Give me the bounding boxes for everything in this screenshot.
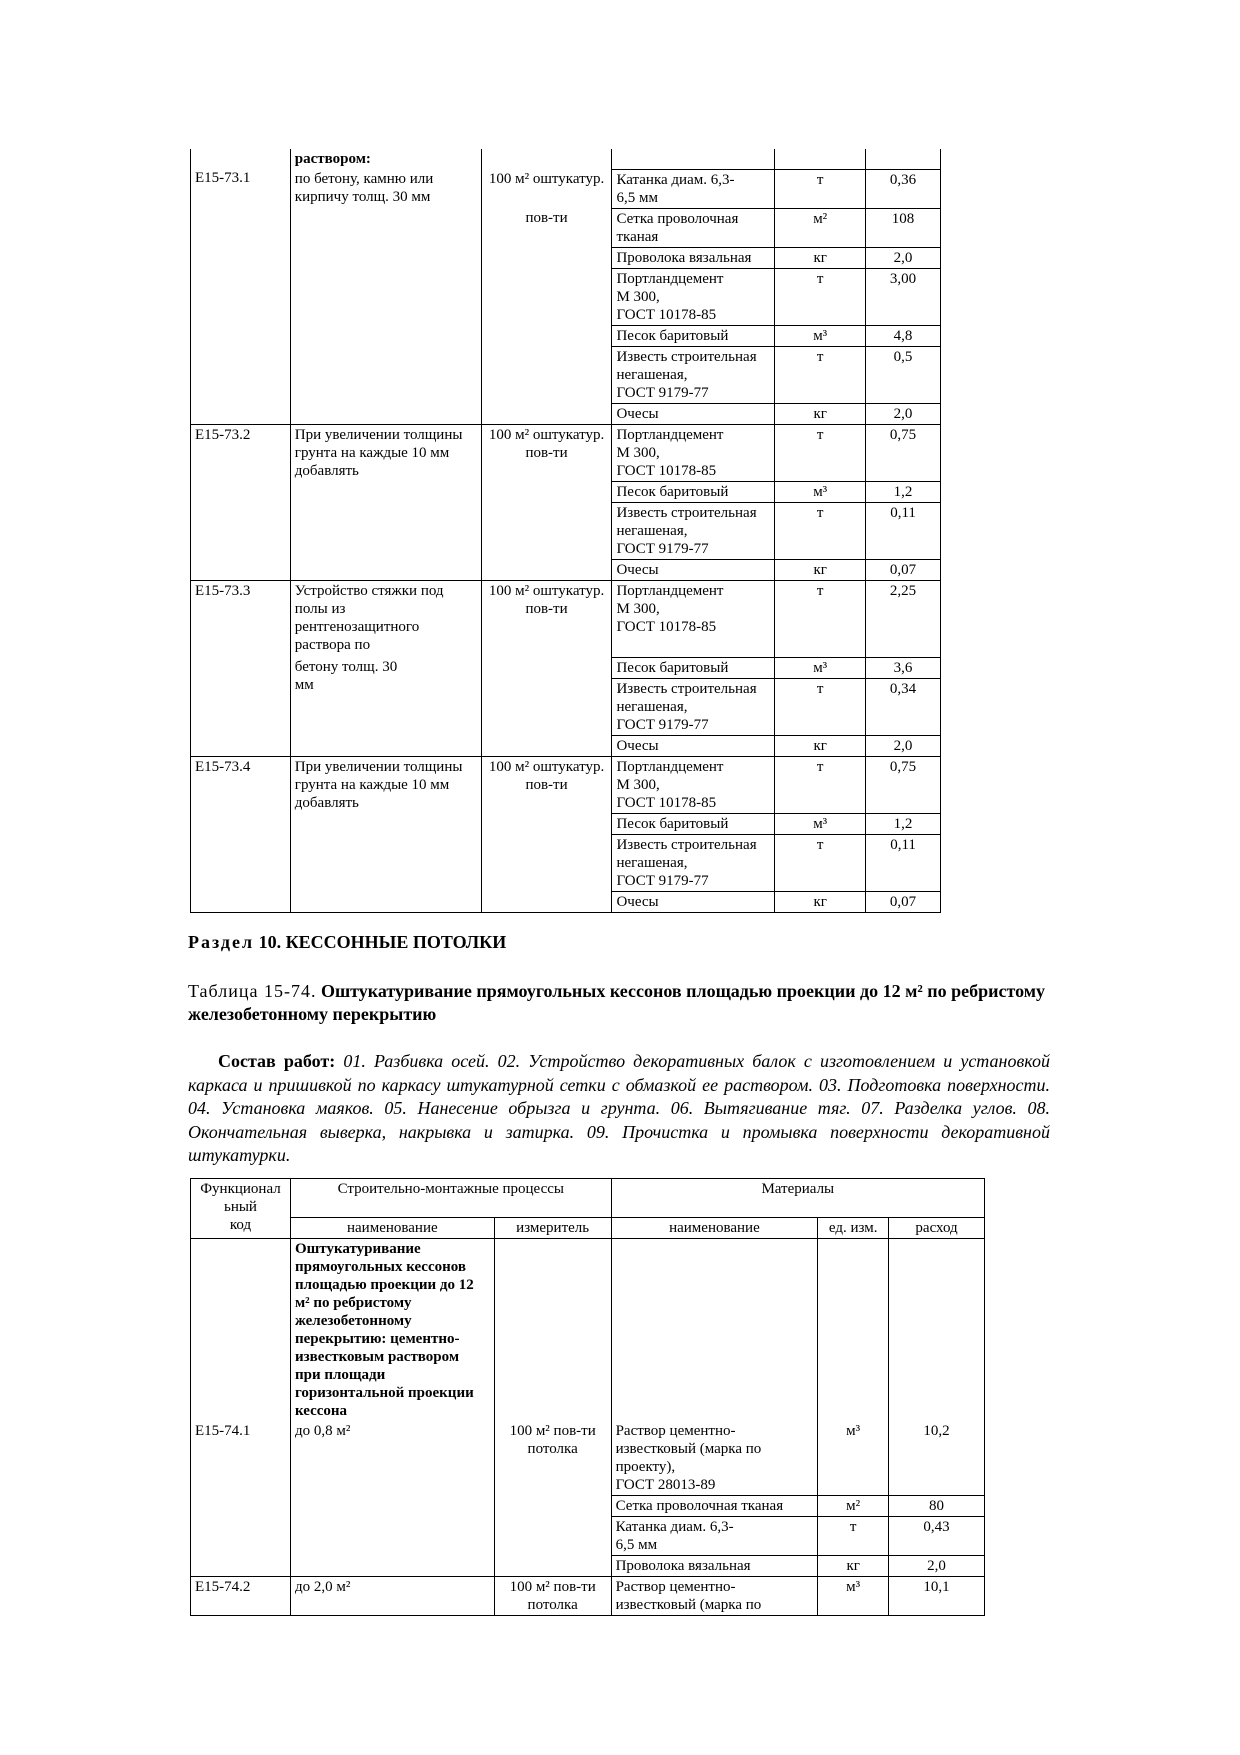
table-row	[191, 756, 941, 813]
section-label: Раздел	[188, 932, 255, 952]
header-code: Функционал ьный код	[191, 1179, 291, 1239]
item-measure: 100 м² оштукатур. пов-ти	[481, 580, 612, 756]
material-name: Портландцемент М 300, ГОСТ 10178-85	[612, 424, 775, 481]
material-qty: 0,07	[866, 559, 941, 580]
material-unit: кг	[775, 735, 866, 756]
header-processes: Строительно-монтажные процессы	[290, 1179, 611, 1218]
material-unit: м³	[775, 325, 866, 346]
material-unit: т	[775, 678, 866, 735]
table-caption-title: Оштукатуривание прямоугольных кессонов площадью проекции до 12 м² по ребристому железобетонному перекрытию	[188, 981, 1046, 1024]
material-name: Известь строительная негашеная, ГОСТ 9179-77	[612, 346, 775, 403]
material-name: Песок баритовый	[612, 813, 775, 834]
header-mat-qty: расход	[889, 1218, 985, 1239]
material-qty: 2,0	[866, 735, 941, 756]
material-name: Очесы	[612, 735, 775, 756]
material-unit: т	[775, 834, 866, 891]
material-name: Портландцемент М 300, ГОСТ 10178-85	[612, 580, 775, 657]
material-unit: м³	[818, 1421, 889, 1496]
material-qty: 10,2	[889, 1421, 985, 1496]
material-qty: 10,1	[889, 1577, 985, 1616]
table-caption	[188, 980, 1048, 1026]
material-unit: т	[775, 424, 866, 481]
material-qty: 2,0	[889, 1556, 985, 1577]
material-qty: 0,75	[866, 756, 941, 813]
item-description-cont: бетону толщ. 30 мм	[290, 657, 481, 756]
material-qty: 0,11	[866, 502, 941, 559]
material-unit: м²	[818, 1496, 889, 1517]
material-qty: 0,34	[866, 678, 941, 735]
table-row	[191, 1239, 985, 1422]
material-unit: кг	[775, 559, 866, 580]
item-code: Е15-74.2	[191, 1577, 291, 1616]
material-unit: т	[775, 502, 866, 559]
material-name: Раствор цементно- известковый (марка по	[611, 1577, 818, 1616]
material-name: Известь строительная негашеная, ГОСТ 9179-77	[612, 834, 775, 891]
material-name: Песок баритовый	[612, 657, 775, 678]
material-qty: 3,6	[866, 657, 941, 678]
table-row	[191, 1577, 985, 1616]
material-name: Раствор цементно- известковый (марка по проекту), ГОСТ 28013-89	[611, 1421, 818, 1496]
item-code: Е15-73.3	[191, 580, 291, 756]
material-qty: 4,8	[866, 325, 941, 346]
material-name: Портландцемент М 300, ГОСТ 10178-85	[612, 756, 775, 813]
section-title: 10. КЕССОННЫЕ ПОТОЛКИ	[258, 932, 507, 952]
table-header-row	[191, 1179, 985, 1218]
material-qty: 108	[866, 208, 941, 247]
material-unit: м²	[775, 208, 866, 247]
table-row	[191, 1421, 985, 1496]
material-name: Катанка диам. 6,3- 6,5 мм	[611, 1517, 818, 1556]
material-qty: 1,2	[866, 481, 941, 502]
material-unit: м³	[775, 657, 866, 678]
material-qty: 2,0	[866, 247, 941, 268]
item-description: до 0,8 м²	[290, 1421, 494, 1577]
material-unit: кг	[775, 403, 866, 424]
rates-table-15-74	[190, 1178, 985, 1616]
material-qty: 0,43	[889, 1517, 985, 1556]
material-unit: м³	[775, 481, 866, 502]
section-heading	[188, 932, 506, 953]
material-unit: м³	[775, 813, 866, 834]
material-name: Сетка проволочная тканая	[611, 1496, 818, 1517]
material-qty: 0,75	[866, 424, 941, 481]
item-measure: 100 м² пов-ти потолка	[494, 1577, 611, 1616]
item-description: по бетону, камню или кирпичу толщ. 30 мм	[290, 169, 481, 424]
material-name: Портландцемент М 300, ГОСТ 10178-85	[612, 268, 775, 325]
material-name: Очесы	[612, 403, 775, 424]
item-measure: 100 м² пов-ти потолка	[494, 1421, 611, 1577]
material-qty: 0,5	[866, 346, 941, 403]
work-composition-text: 01. Разбивка осей. 02. Устройство декоративных балок с изготовлением и установкой каркаса и пришивкой по каркасу штукатурной сетки с обмазкой ее раствором. 03. Подготовка поверхности. 04. Установка маяков. 05. Нанесение обрызга и грунта. 06. Вытягивание тяг. 07. Разделка углов. 08. Окончательная выверка, накрывка и затирка. 09. Прочистка и промывка поверхности декоративной штукатурки.	[188, 1051, 1051, 1165]
material-name: Очесы	[612, 559, 775, 580]
table-row	[191, 149, 941, 169]
material-name: Песок баритовый	[612, 325, 775, 346]
item-measure: 100 м² оштукатур.	[481, 169, 612, 208]
item-description-bold: Оштукатуривание прямоугольных кессонов площадью проекции до 12 м² по ребристому железобетонному перекрытию: цементно- известковым раствором при площади горизонтальной проекции кессона	[290, 1239, 494, 1422]
material-unit: т	[775, 580, 866, 657]
item-code: Е15-73.4	[191, 756, 291, 912]
item-description: до 2,0 м²	[290, 1577, 494, 1616]
material-qty: 0,07	[866, 891, 941, 912]
material-qty: 80	[889, 1496, 985, 1517]
material-unit: кг	[775, 891, 866, 912]
material-qty: 1,2	[866, 813, 941, 834]
header-mat-name: наименование	[611, 1218, 818, 1239]
material-qty: 2,0	[866, 403, 941, 424]
material-unit: м³	[818, 1577, 889, 1616]
header-materials: Материалы	[611, 1179, 984, 1218]
item-code: Е15-74.1	[191, 1421, 291, 1577]
material-name: Известь строительная негашеная, ГОСТ 9179-77	[612, 678, 775, 735]
header-proc-measure: измеритель	[494, 1218, 611, 1239]
rates-table-15-73	[190, 149, 941, 913]
item-measure-cont: пов-ти	[481, 208, 612, 424]
item-description: Устройство стяжки под полы из рентгенозащитного раствора по	[290, 580, 481, 657]
item-description: При увеличении толщины грунта на каждые 10 мм добавлять	[290, 756, 481, 912]
item-measure: 100 м² оштукатур. пов-ти	[481, 424, 612, 580]
item-measure: 100 м² оштукатур. пов-ти	[481, 756, 612, 912]
material-unit: т	[775, 346, 866, 403]
work-composition	[188, 1050, 1050, 1168]
material-qty: 3,00	[866, 268, 941, 325]
table-caption-label: Таблица 15-74.	[188, 981, 317, 1001]
table-row	[191, 424, 941, 481]
material-name: Проволока вязальная	[611, 1556, 818, 1577]
material-name: Проволока вязальная	[612, 247, 775, 268]
item-code: Е15-73.1	[191, 169, 291, 424]
table-header-row	[191, 1218, 985, 1239]
material-name: Сетка проволочная тканая	[612, 208, 775, 247]
material-name: Катанка диам. 6,3- 6,5 мм	[612, 169, 775, 208]
material-qty: 0,36	[866, 169, 941, 208]
work-composition-label: Состав работ:	[218, 1051, 336, 1071]
item-code: Е15-73.2	[191, 424, 291, 580]
table-row	[191, 169, 941, 208]
material-qty: 0,11	[866, 834, 941, 891]
material-unit: т	[775, 756, 866, 813]
material-unit: т	[775, 169, 866, 208]
material-unit: т	[775, 268, 866, 325]
material-name: Очесы	[612, 891, 775, 912]
material-unit: кг	[818, 1556, 889, 1577]
material-name: Известь строительная негашеная, ГОСТ 9179-77	[612, 502, 775, 559]
material-unit: т	[818, 1517, 889, 1556]
header-proc-name: наименование	[290, 1218, 494, 1239]
item-description-bold: раствором:	[290, 149, 481, 169]
table-row	[191, 580, 941, 657]
material-name: Песок баритовый	[612, 481, 775, 502]
header-mat-unit: ед. изм.	[818, 1218, 889, 1239]
material-unit: кг	[775, 247, 866, 268]
material-qty: 2,25	[866, 580, 941, 657]
item-description: При увеличении толщины грунта на каждые 10 мм добавлять	[290, 424, 481, 580]
